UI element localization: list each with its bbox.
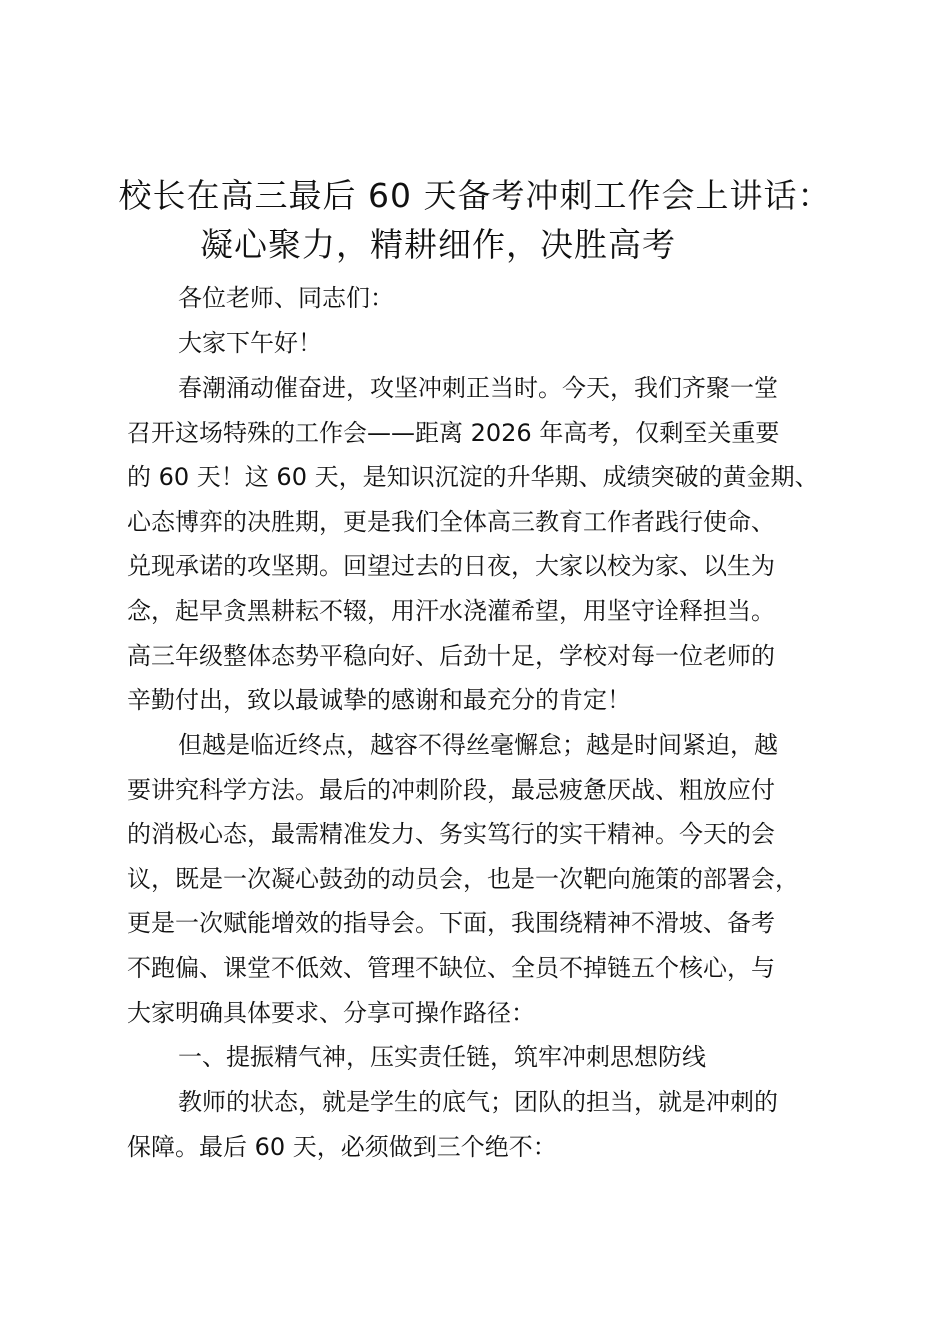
paragraph-line: 春潮涌动催奋进，攻坚冲刺正当时。今天，我们齐聚一堂 [178, 374, 778, 402]
paragraph-line: 心态博弈的决胜期，更是我们全体高三教育工作者践行使命、 [127, 507, 775, 536]
paragraph-line: 大家明确具体要求、分享可操作路径： [127, 998, 535, 1027]
paragraph-line: 要讲究科学方法。最后的冲刺阶段，最忌疲惫厌战、粗放应付 [127, 775, 775, 804]
paragraph-line: 保障。最后 60 天，必须做到三个绝不： [127, 1132, 557, 1161]
salutation-text: 大家下午好！ [178, 329, 322, 357]
paragraph-line: 兑现承诺的攻坚期。回望过去的日夜，大家以校为家、以生为 [127, 552, 775, 581]
paragraph-line: 议，既是一次凝心鼓劲的动员会，也是一次靶向施策的部署会， [127, 864, 799, 893]
paragraph-line: 更是一次赋能增效的指导会。下面，我围绕精神不滑坡、备考 [127, 909, 775, 938]
body-paragraph-3 [127, 1080, 847, 1169]
paragraph-line: 念，起早贪黑耕耘不辍，用汗水浇灌希望，用坚守诠释担当。 [127, 596, 775, 625]
section-heading-text: 一、提振精气神，压实责任链，筑牢冲刺思想防线 [178, 1043, 706, 1071]
paragraph-line: 的 60 天！这 60 天，是知识沉淀的升华期、成绩突破的黄金期、 [127, 463, 819, 492]
body-paragraph-2 [127, 723, 847, 1035]
paragraph-line: 召开这场特殊的工作会——距离 2026 年高考，仅剩至关重要 [127, 418, 780, 447]
paragraph-line: 教师的状态，就是学生的底气；团队的担当，就是冲刺的 [178, 1088, 778, 1116]
document-title-line1: 校长在高三最后 60 天备考冲刺工作会上讲话： [118, 176, 832, 215]
paragraph-line: 辛勤付出，致以最诚挚的感谢和最充分的肯定！ [127, 686, 631, 715]
salutation-paragraph [127, 321, 847, 366]
greeting-paragraph [127, 276, 847, 321]
document-title-line2: 凝心聚力，精耕细作，决胜高考 [200, 225, 676, 264]
paragraph-line: 不跑偏、课堂不低效、管理不缺位、全员不掉链五个核心，与 [127, 953, 775, 982]
paragraph-line: 但越是临近终点，越容不得丝毫懈怠；越是时间紧迫，越 [178, 731, 778, 759]
body-paragraph-1 [127, 366, 847, 723]
section-1-heading [127, 1035, 847, 1080]
paragraph-line: 的消极心态，最需精准发力、务实笃行的实干精神。今天的会 [127, 820, 775, 849]
paragraph-line: 高三年级整体态势平稳向好、后劲十足，学校对每一位老师的 [127, 641, 775, 670]
greeting-text: 各位老师、同志们： [178, 284, 394, 312]
